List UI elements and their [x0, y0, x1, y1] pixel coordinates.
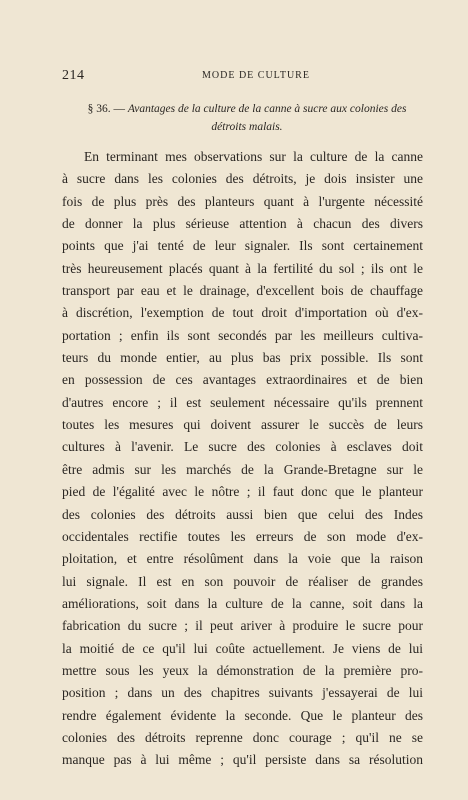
text-line: portation ; enfin ils sont secondés par les meilleurs cultiva- [62, 327, 423, 343]
text-line: très heureusement placés quant à la fertilité du sol ; ils ont le [62, 260, 423, 276]
text-line: des colonies des détroits aussi bien que celui des Indes [62, 506, 423, 522]
text-line: En terminant mes observations sur la culture de la canne [84, 149, 423, 164]
text-line: fois de plus près des planteurs quant à l'urgente nécessité [62, 193, 423, 209]
running-head: MODE DE CULTURE [202, 70, 310, 81]
text-line: la moitié de ce qu'il lui coûte actuellement. Je viens de lui [62, 640, 423, 656]
text-line: en possession de ces avantages extraordinaires et de bien [62, 372, 423, 388]
text-line: points que j'ai tenté de leur signaler. Ils sont certainement [62, 238, 423, 254]
text-line: cultures à l'avenir. Le sucre des colonies à esclaves doit [62, 439, 423, 455]
text-line: mettre sous les yeux la démonstration de la première pro- [62, 662, 423, 678]
section-heading [72, 100, 422, 136]
text-line: être admis sur les marchés de la Grande-Bretagne sur le [62, 461, 423, 477]
text-line: manque pas à lui même ; qu'il persiste dans sa résolution [62, 752, 423, 768]
body-paragraph [62, 146, 423, 772]
text-line: fabrication du sucre ; il peut ariver à produire le sucre pour [62, 618, 423, 634]
text-line: toutes les mesures qui doivent assurer le succès de leurs [62, 417, 423, 433]
page-number: 214 [62, 68, 85, 83]
text-line: de donner la plus sérieuse attention à chacun des divers [62, 216, 423, 232]
text-line: ploitation, et entre résolûment dans la voie que la raison [62, 551, 423, 567]
text-line: lui signale. Il est en son pouvoir de réaliser de grandes [62, 573, 423, 589]
section-dash: — [113, 103, 125, 115]
page-header [62, 68, 410, 84]
text-line: occidentales rectifie toutes les erreurs de son mode d'ex- [62, 528, 423, 544]
section-number: § 36. [87, 103, 111, 115]
text-line: à discrétion, l'exemption de tout droit d'importation où d'ex- [62, 305, 423, 321]
text-line: colonies des détroits reprenne donc courage ; qu'il ne se [62, 729, 423, 745]
text-line: améliorations, soit dans la culture de la canne, soit dans la [62, 595, 423, 611]
text-line: à sucre dans les colonies des détroits, je dois insister une [62, 171, 423, 187]
text-line: rendre également évidente la seconde. Que le planteur des [62, 707, 423, 723]
text-line: position ; dans un des chapitres suivants j'essayerai de lui [62, 685, 423, 701]
text-line: d'autres encore ; il est seulement nécessaire qu'ils prennent [62, 394, 423, 410]
text-line: teurs du monde entier, au plus bas prix possible. Ils sont [62, 350, 423, 366]
text-line: transport par eau et le drainage, d'excellent bois de chauffage [62, 283, 423, 299]
text-line: pied de l'égalité avec le nôtre ; il faut donc que le planteur [62, 484, 423, 500]
section-title: Avantages de la culture de la canne à sucre aux colonies des détroits malais. [127, 103, 407, 133]
